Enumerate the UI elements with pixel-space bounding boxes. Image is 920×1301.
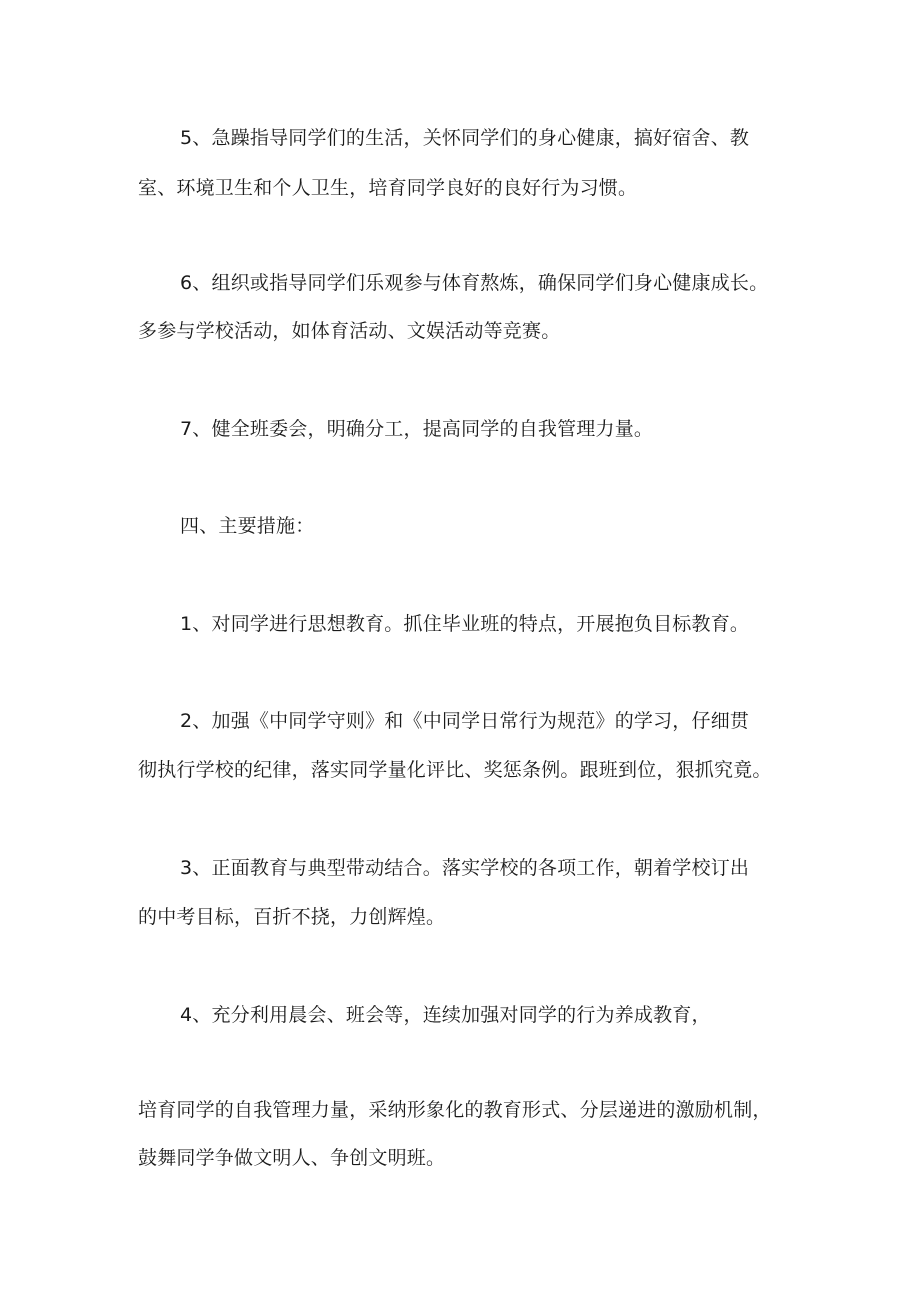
closing-line-2: 鼓舞同学争做文明人、争创文明班。	[138, 1147, 446, 1169]
item-5-line-2: 室、环境卫生和个人卫生，培育同学良好的良好行为习惯。	[138, 177, 638, 199]
item-7-line-1: 7、健全班委会，明确分工，提高同学的自我管理力量。	[180, 418, 654, 440]
item-6-line-1: 6、组织或指导同学们乐观参与体育熬炼，确保同学们身心健康成长。	[180, 272, 769, 294]
measure-2-line-2: 彻执行学校的纪律，落实同学量化评比、奖惩条例。跟班到位，狠抓究竟。	[138, 759, 772, 781]
measure-2-line-1: 2、加强《中同学守则》和《中同学日常行为规范》的学习，仔细贯	[180, 710, 750, 732]
section-4-heading: 四、主要措施：	[180, 515, 315, 537]
measure-1-line-1: 1、对同学进行思想教育。抓住毕业班的特点，开展抱负目标教育。	[180, 613, 750, 635]
measure-3-line-2: 的中考目标，百折不挠，力创辉煌。	[138, 906, 446, 928]
measure-3-line-1: 3、正面教育与典型带动结合。落实学校的各项工作，朝着学校订出	[180, 857, 750, 879]
item-6-line-2: 多参与学校活动，如体育活动、文娱活动等竞赛。	[138, 320, 561, 342]
measure-4-line-1: 4、充分利用晨会、班会等，连续加强对同学的行为养成教育，	[180, 1004, 711, 1026]
closing-line-1: 培育同学的自我管理力量，采纳形象化的教育形式、分层递进的激励机制，	[138, 1099, 772, 1121]
item-5-line-1: 5、急躁指导同学们的生活，关怀同学们的身心健康，搞好宿舍、教	[180, 127, 750, 149]
